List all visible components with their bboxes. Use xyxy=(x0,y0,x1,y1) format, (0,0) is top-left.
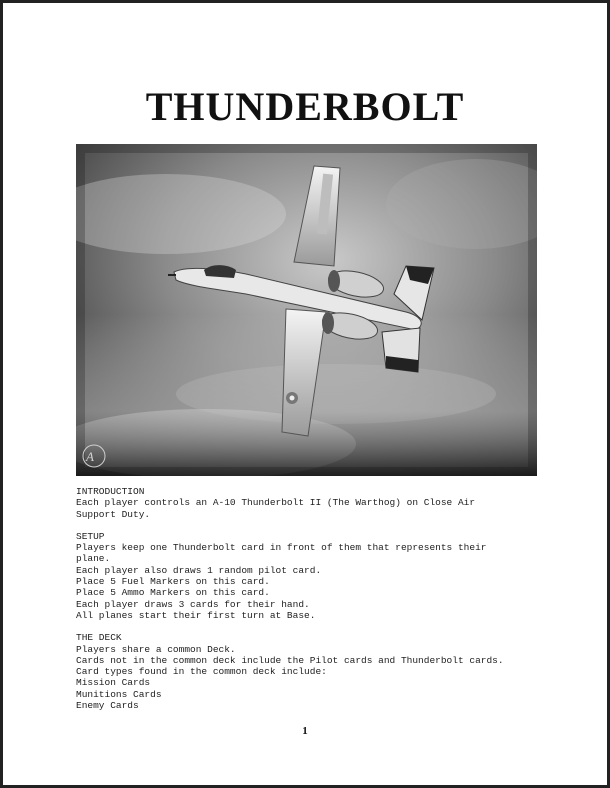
a10-warthog-photo xyxy=(76,144,537,476)
section-heading: INTRODUCTION xyxy=(76,486,145,497)
body-line: Mission Cards xyxy=(76,677,151,689)
rules-text xyxy=(76,486,546,722)
body-line: plane. xyxy=(76,553,111,565)
body-line: Each player controls an A-10 Thunderbolt II (The Warthog) on Close Air xyxy=(76,497,476,509)
body-line: Each player draws 3 cards for their hand. xyxy=(76,598,310,610)
body-line: Cards not in the common deck include the Pilot cards and Thunderbolt cards. xyxy=(76,654,504,666)
page-title: THUNDERBOLT xyxy=(145,84,465,129)
section-heading: SETUP xyxy=(76,530,105,542)
body-line: Place 5 Fuel Markers on this card. xyxy=(76,576,270,588)
section-setup xyxy=(76,531,546,621)
body-line: Munitions Cards xyxy=(76,688,162,700)
section-the-deck xyxy=(76,632,546,711)
section-introduction xyxy=(76,486,546,520)
section-heading: THE DECK xyxy=(76,632,122,644)
body-line: Card types found in the common deck include: xyxy=(76,666,327,678)
body-line: Each player also draws 1 random pilot card. xyxy=(76,564,322,576)
body-line: Players keep one Thunderbolt card in front of them that represents their xyxy=(76,542,487,554)
body-line: Place 5 Ammo Markers on this card. xyxy=(76,587,270,599)
page-number: 1 xyxy=(302,725,308,737)
body-line: Enemy Cards xyxy=(76,700,139,712)
body-line: Players share a common Deck. xyxy=(76,643,236,655)
signature-text: A xyxy=(86,449,94,464)
body-line: All planes start their first turn at Base. xyxy=(76,609,316,621)
body-line: Support Duty. xyxy=(76,508,151,520)
